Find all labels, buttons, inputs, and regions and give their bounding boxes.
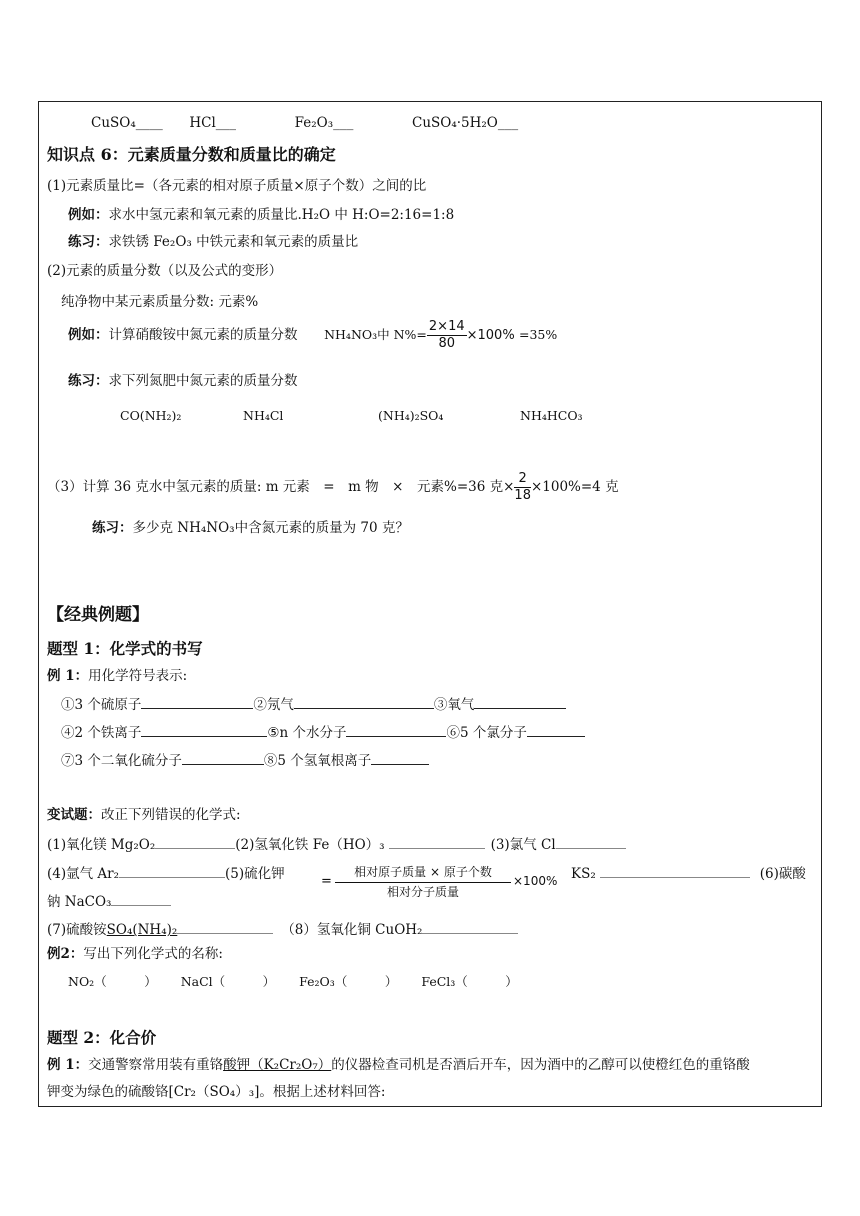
answer-blank[interactable] [177, 919, 273, 934]
variant-line [47, 834, 626, 854]
fill-item: ②氖气 [253, 697, 294, 713]
fraction-numerator: 2×14 [428, 319, 465, 334]
fertilizer: CO(NH₂)₂ [120, 408, 182, 423]
fraction-denominator: 80 [438, 336, 456, 351]
variant-text: 改正下列错误的化学式: [101, 807, 241, 823]
answer-blank[interactable] [119, 863, 225, 878]
type1-example1 [47, 667, 187, 685]
formula-item: CuSO₄____ [91, 115, 163, 131]
answer-blank[interactable] [155, 834, 235, 849]
example-text: 求水中氢元素和氧元素的质量比.H₂O 中 H:O=2:16=1:8 [108, 207, 455, 223]
p3-suffix: ×100%=4 克 [530, 479, 619, 495]
answer-blank[interactable] [141, 694, 253, 709]
kp6-p2: (2)元素的质量分数（以及公式的变形） [47, 263, 283, 279]
variant-line [47, 919, 518, 939]
name-item: NaCl（ ） [180, 974, 276, 989]
variant-question [47, 806, 241, 824]
answer-blank[interactable] [556, 834, 626, 849]
example-text: 计算硝酸铵中氮元素的质量分数 [108, 327, 298, 343]
kp6-p3 [47, 467, 619, 507]
variant-item: (4)氩气 Ar₂ [47, 866, 120, 882]
variant-item: (1)氧化镁 Mg₂O₂ [47, 837, 156, 853]
kp6-practice3 [92, 519, 409, 537]
kp6-practice2 [68, 372, 298, 390]
practice-label: 练习： [68, 234, 109, 250]
fraction [427, 319, 467, 352]
fertilizer: NH₄Cl [243, 408, 284, 423]
fill-item: ⑦3 个二氧化硫分子 [61, 753, 182, 769]
answer-blank[interactable] [422, 919, 518, 934]
name-item: NO₂（ ） [68, 974, 157, 989]
kp6-p1: (1)元素质量比=（各元素的相对原子质量×原子个数）之间的比 [47, 178, 427, 194]
name-item: FeCl₃（ ） [421, 974, 518, 989]
formula-item: Fe₂O₃___ [294, 115, 354, 131]
fraction [514, 471, 531, 504]
formula-percent: ×100% [513, 874, 558, 888]
names-row [68, 973, 518, 991]
example-text: 的仪器检查司机是否酒后开车，因为酒中的乙醇可以使橙红色的重铬酸 [331, 1057, 750, 1073]
type2-title: 题型 2：化合价 [47, 1028, 157, 1047]
answer-blank[interactable] [111, 891, 171, 906]
formula-prefix: NH₄NO₃中 N%= [324, 327, 427, 342]
variant-item: （8）氢氧化铜 CuOH₂ [281, 922, 423, 938]
variant-item: KS₂ [571, 866, 596, 882]
answer-blank[interactable] [141, 722, 267, 737]
formula-item: HCl___ [189, 115, 237, 131]
variant-item: (5)硫化钾 [225, 866, 285, 882]
formula-result: =35% [518, 327, 558, 342]
variant-item: (6)碳酸 [759, 866, 806, 882]
practice-text: 多少克 NH₄NO₃中含氮元素的质量为 70 克？ [132, 520, 409, 536]
classic-title: 【经典例题】 [47, 605, 149, 625]
practice-text: 求铁锈 Fe₂O₃ 中铁元素和氧元素的质量比 [108, 234, 359, 250]
answer-blank[interactable] [527, 722, 585, 737]
practice-label: 练习： [92, 520, 133, 536]
practice-text: 求下列氮肥中氮元素的质量分数 [108, 373, 298, 389]
mass-fraction-formula [321, 862, 557, 902]
fill-item: ⑧5 个氢氧根离子 [263, 753, 372, 769]
type1-example2 [47, 945, 223, 963]
kp6-p2-sub: 纯净物中某元素质量分数: 元素% [61, 294, 259, 310]
answer-blank[interactable] [294, 694, 434, 709]
kp6-example2 [68, 317, 557, 354]
formula-item: CuSO₄·5H₂O___ [411, 115, 519, 131]
example-label: 例 1： [47, 1057, 89, 1073]
variant-line [47, 891, 171, 911]
answer-blank[interactable] [389, 834, 485, 849]
example-text-underlined: 酸钾（K₂Cr₂O₇） [223, 1057, 332, 1073]
formula-row [91, 114, 518, 132]
variant-item: (3)氯气 Cl [490, 837, 556, 853]
kp6-practice1 [68, 233, 358, 251]
variant-line [47, 863, 285, 883]
answer-blank[interactable] [182, 750, 264, 765]
practice-label: 练习： [68, 373, 109, 389]
name-item: Fe₂O₃（ ） [299, 974, 398, 989]
fill-row [61, 722, 585, 742]
type1-title: 题型 1：化学式的书写 [47, 639, 203, 658]
example-label: 例 1： [47, 668, 89, 684]
p3-prefix: （3）计算 36 克水中氢元素的质量: m 元素 = m 物 × 元素%=36 克× [47, 479, 515, 495]
fill-item: ⑤n 个水分子 [267, 725, 347, 741]
example-label: 例如： [68, 207, 109, 223]
variant-item: SO₄(NH₄)₂ [106, 922, 178, 938]
answer-blank[interactable] [371, 750, 429, 765]
example-label: 例2： [47, 946, 84, 962]
kp6-example1 [68, 206, 454, 224]
fill-item: ①3 个硫原子 [61, 697, 142, 713]
variant-item: 钠 NaCO₃ [47, 894, 112, 910]
formula-denominator: 相对分子质量 [386, 885, 459, 899]
fraction-denominator: 18 [514, 488, 531, 503]
variant-label: 变试题： [47, 807, 101, 823]
fill-row [61, 694, 566, 714]
example-text: 用化学符号表示: [88, 668, 188, 684]
fill-item: ④2 个铁离子 [61, 725, 142, 741]
variant-line [571, 863, 806, 883]
formula-numerator: 相对原子质量 × 原子个数 [335, 863, 511, 883]
formula-suffix: ×100% [466, 328, 515, 343]
type2-example-line1 [47, 1056, 750, 1074]
variant-item: (7)硫酸铵 [47, 922, 107, 938]
variant-item: (2)氢氧化铁 Fe（HO）₃ [235, 837, 385, 853]
formula-equals: = [321, 874, 332, 889]
fill-item: ③氧气 [433, 697, 475, 713]
answer-blank[interactable] [474, 694, 566, 709]
fertilizer: (NH₄)₂SO₄ [378, 408, 444, 423]
example-label: 例如： [68, 327, 109, 343]
fertilizer: NH₄HCO₃ [520, 408, 583, 423]
answer-blank[interactable] [346, 722, 446, 737]
fill-row [61, 750, 429, 770]
fraction-numerator: 2 [514, 471, 531, 488]
kp6-title: 知识点 6：元素质量分数和质量比的确定 [47, 145, 336, 164]
fill-item: ⑥5 个氯分子 [446, 725, 527, 741]
answer-blank[interactable] [600, 863, 750, 878]
example-text: 写出下列化学式的名称: [83, 946, 223, 962]
example-text: 交通警察常用装有重铬 [88, 1057, 224, 1073]
type2-example-line2: 钾变为绿色的硫酸铬[Cr₂（SO₄）₃]。根据上述材料回答: [47, 1084, 386, 1100]
